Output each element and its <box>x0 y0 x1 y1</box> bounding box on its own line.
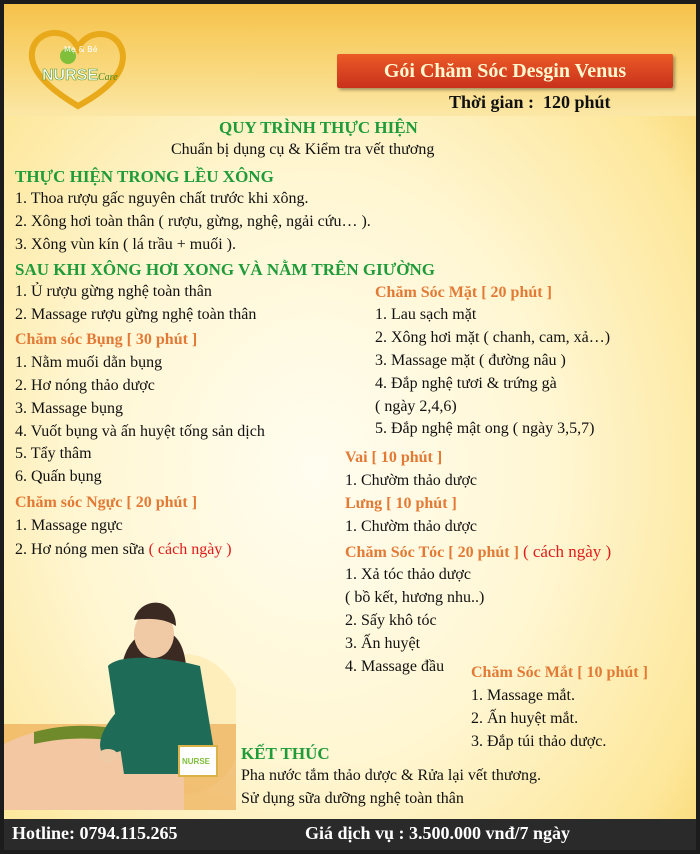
logo-line3: Care <box>98 72 118 83</box>
procedure-subtitle: Chuẩn bị dụng cụ & Kiểm tra vết thương <box>171 141 435 158</box>
logo-line2: NURSE <box>182 757 211 766</box>
package-title: Gói Chăm Sóc Desgin Venus <box>383 60 627 82</box>
tent-heading: THỰC HIỆN TRONG LỀU XÔNG <box>15 167 274 186</box>
face-heading: Chăm Sóc Mặt [ 20 phút ] <box>375 284 552 301</box>
list-item: 5. Đắp nghệ mật ong ( ngày 3,5,7) <box>375 420 595 437</box>
logo-line2: NURSE <box>42 67 99 84</box>
list-item: Pha nước tắm thảo dược & Rửa lại vết thương. <box>241 767 542 784</box>
end-heading: KẾT THÚC <box>241 744 330 763</box>
list-item: 3. Massage bụng <box>15 400 123 417</box>
list-item: 1. Chườm thảo dược <box>345 518 478 535</box>
list-item: 3. Xông vùn kín ( lá trầu + muối ). <box>15 236 236 253</box>
list-item: 1. Lau sạch mặt <box>375 306 477 323</box>
belly-heading: Chăm sóc Bụng [ 30 phút ] <box>15 331 198 348</box>
list-item: 1. Thoa rượu gấc nguyên chất trước khi xông. <box>15 190 309 207</box>
list-item: 1. Ủ rượu gừng nghệ toàn thân <box>15 283 212 300</box>
list-item <box>15 541 232 559</box>
hotline: Hotline: 0794.115.265 <box>12 823 178 843</box>
eyes-heading: Chăm Sóc Mắt [ 10 phút ] <box>471 664 648 681</box>
duration-label: Thời gian : 120 phút <box>449 92 611 112</box>
list-item-text: 2. Hơ nóng men sữa <box>15 541 145 558</box>
list-item: 1. Xả tóc thảo dược <box>345 566 471 583</box>
footer-bar <box>4 819 696 850</box>
logo-line1: Mẹ & Bé <box>64 45 98 54</box>
logo <box>24 26 132 114</box>
list-item: 1. Massage mắt. <box>471 687 575 704</box>
list-item: 2. Ấn huyệt mắt. <box>471 710 579 727</box>
list-item: 3. Ấn huyệt <box>345 635 421 652</box>
list-item: 5. Tẩy thâm <box>15 445 92 462</box>
spa-photo <box>4 574 236 810</box>
list-item: 3. Đắp túi thảo dược. <box>471 733 607 750</box>
list-item: 1. Massage ngực <box>15 517 123 534</box>
list-item: 4. Massage đầu <box>345 658 445 675</box>
hair-heading: Chăm Sóc Tóc [ 20 phút ] <box>345 544 519 561</box>
list-item: 4. Vuốt bụng và ấn huyệt tống sản dịch <box>15 423 265 440</box>
list-item: 1. Nằm muối dằn bụng <box>15 354 163 371</box>
hair-note: ( cách ngày ) <box>522 542 612 561</box>
list-item: ( ngày 2,4,6) <box>375 398 457 415</box>
price: Giá dịch vụ : 3.500.000 vnđ/7 ngày <box>305 823 571 843</box>
list-item: 2. Hơ nóng thảo dược <box>15 377 155 394</box>
list-item: 4. Đắp nghệ tươi & trứng gà <box>375 375 557 392</box>
list-item: 3. Massage mặt ( đường nâu ) <box>375 352 566 369</box>
bed-heading: SAU KHI XÔNG HƠI XONG VÀ NẰM TRÊN GIƯỜNG <box>15 260 435 279</box>
procedure-title: QUY TRÌNH THỰC HIỆN <box>219 118 418 137</box>
package-title-box <box>337 54 673 88</box>
list-item: ( bồ kết, hương nhu..) <box>345 589 485 606</box>
list-item: 2. Massage rượu gừng nghệ toàn thân <box>15 306 257 323</box>
list-item: 2. Xông hơi mặt ( chanh, cam, xả…) <box>375 329 611 346</box>
chest-note: ( cách ngày ) <box>148 541 232 558</box>
shoulder-heading: Vai [ 10 phút ] <box>345 449 443 466</box>
list-item: 6. Quấn bụng <box>15 468 102 485</box>
hair-heading-row <box>345 542 611 562</box>
list-item: 2. Sấy khô tóc <box>345 612 437 629</box>
chest-heading: Chăm sóc Ngực [ 20 phút ] <box>15 494 198 511</box>
list-item: 1. Chườm thảo dược <box>345 472 478 489</box>
list-item: 2. Xông hơi toàn thân ( rượu, gừng, nghệ, ngải cứu… ). <box>15 213 371 230</box>
list-item: Sử dụng sữa dưỡng nghệ toàn thân <box>241 790 464 807</box>
back-heading: Lưng [ 10 phút ] <box>345 495 457 512</box>
